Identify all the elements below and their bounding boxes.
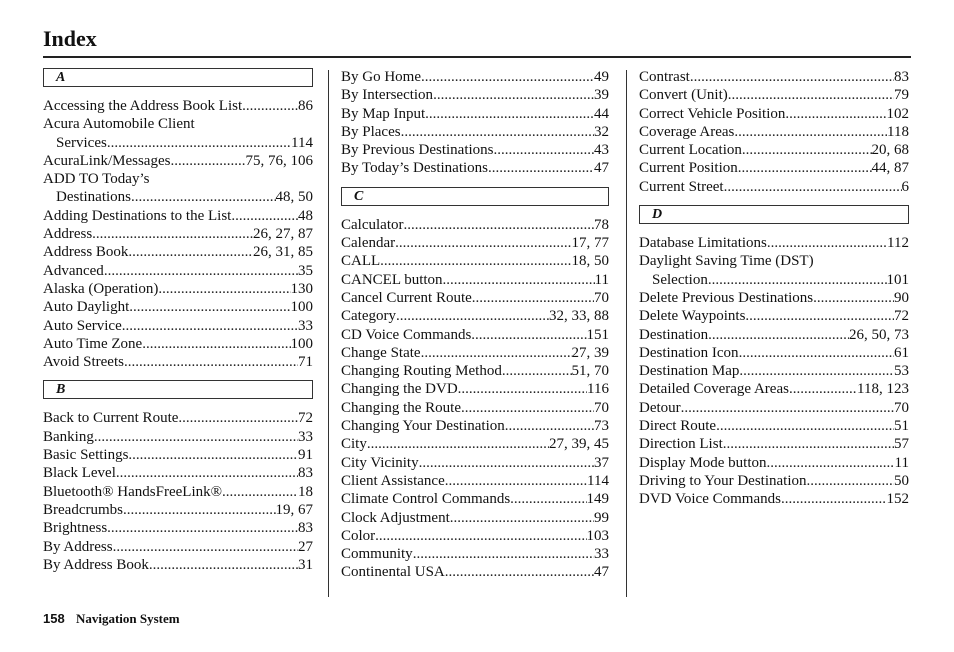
index-entry (43, 152, 313, 170)
section-letter-box: C (341, 187, 609, 206)
dot-leader (413, 545, 594, 563)
index-page-numbers: 112 (887, 235, 909, 252)
index-page-numbers: 48 (298, 207, 313, 224)
index-page-numbers: 79 (894, 87, 909, 104)
index-entry (639, 490, 909, 508)
index-entry (341, 123, 609, 141)
index-page-numbers: 49 (594, 69, 609, 85)
section-letter-box: D (639, 205, 909, 224)
index-entry (639, 472, 909, 490)
index-term: Destinations (56, 189, 131, 206)
dot-leader (242, 97, 298, 115)
dot-leader (395, 234, 571, 252)
index-entry (639, 141, 909, 159)
dot-leader (739, 362, 894, 380)
index-term: Continental USA (341, 564, 445, 581)
index-entry (639, 326, 909, 344)
dot-leader (131, 188, 276, 206)
index-term: Direction List (639, 436, 723, 453)
title-rule (43, 56, 911, 58)
index-page-numbers: 18 (298, 483, 313, 500)
index-term: Database Limitations (639, 235, 767, 252)
footer-section: Navigation System (75, 611, 180, 626)
index-page-numbers: 149 (586, 491, 609, 508)
column-divider (626, 70, 627, 597)
index-entry (341, 454, 609, 472)
dot-leader (421, 68, 594, 86)
dot-leader (113, 538, 298, 556)
dot-leader (505, 417, 594, 435)
dot-leader (403, 216, 594, 234)
index-term: Clock Adjustment (341, 509, 450, 526)
index-term: Avoid Streets (43, 354, 124, 371)
index-term: Selection (652, 271, 708, 288)
index-entry (341, 326, 609, 344)
index-page-numbers: 33 (298, 428, 313, 445)
index-term: Brightness (43, 520, 108, 537)
index-term: Changing Routing Method (341, 363, 502, 380)
index-page-numbers: 70 (594, 399, 609, 416)
index-entry (341, 234, 609, 252)
dot-leader (739, 344, 894, 362)
index-page-numbers: 78 (594, 216, 609, 233)
index-page-numbers: 50 (894, 472, 909, 489)
index-term: Coverage Areas (639, 123, 735, 140)
index-page-numbers: 151 (586, 326, 609, 343)
index-page-numbers: 61 (894, 344, 909, 361)
dot-leader (104, 262, 298, 280)
index-term: Driving to Your Destination (639, 472, 807, 489)
index-entry (639, 271, 909, 289)
dot-leader (450, 509, 594, 527)
index-term: By Address Book (43, 556, 149, 573)
dot-leader (510, 490, 586, 508)
dot-leader (401, 123, 594, 141)
index-page-numbers: 47 (594, 160, 609, 177)
index-term: Direct Route (639, 418, 717, 435)
dot-leader (129, 298, 290, 316)
index-term: Alaska (Operation) (43, 280, 159, 297)
index-entry (639, 159, 909, 177)
index-page-numbers: 51, 70 (571, 363, 609, 380)
index-page-numbers: 130 (290, 280, 313, 297)
dot-leader (502, 362, 572, 380)
index-entry (341, 545, 609, 563)
index-page-numbers: 44, 87 (871, 160, 909, 177)
index-page-numbers: 152 (886, 491, 909, 508)
section-letter-box: B (43, 380, 313, 399)
index-page-numbers: 90 (894, 289, 909, 306)
index-entry (43, 428, 313, 446)
index-term: Auto Time Zone (43, 335, 143, 352)
index-page-numbers: 39 (594, 87, 609, 104)
index-entry (43, 262, 313, 280)
dot-leader (421, 344, 572, 362)
index-term: Display Mode button (639, 454, 767, 471)
index-entry (43, 134, 313, 152)
index-entry (639, 178, 909, 196)
index-page-numbers: 72 (894, 308, 909, 325)
dot-leader (781, 490, 887, 508)
index-term: Calendar (341, 235, 396, 252)
dot-leader (445, 472, 587, 490)
dot-leader (472, 289, 594, 307)
index-entry (341, 380, 609, 398)
dot-leader (128, 243, 253, 261)
index-term: Bluetooth® HandsFreeLink® (43, 483, 223, 500)
index-page-numbers: 44 (594, 105, 609, 122)
index-entry (341, 472, 609, 490)
index-term: Address (43, 226, 93, 243)
index-page-numbers: 99 (594, 509, 609, 526)
index-page-numbers: 118, 123 (857, 381, 909, 398)
dot-leader (116, 464, 298, 482)
index-page-numbers: 37 (594, 454, 609, 471)
index-entry (341, 289, 609, 307)
index-entry-list (639, 234, 909, 508)
index-entry (341, 105, 609, 123)
dot-leader (742, 141, 872, 159)
index-entry (341, 490, 609, 508)
index-entry (341, 252, 609, 270)
index-entry (43, 188, 313, 206)
index-page-numbers: 86 (298, 98, 313, 114)
index-term: Changing Your Destination (341, 418, 505, 435)
index-term: Banking (43, 428, 94, 445)
index-entry (341, 307, 609, 325)
index-term: Correct Vehicle Position (639, 105, 786, 122)
index-term: AcuraLink/Messages (43, 152, 171, 169)
index-page-numbers: 83 (894, 69, 909, 85)
dot-leader (231, 207, 298, 225)
index-entry-list (341, 216, 609, 582)
index-page-numbers: 51 (894, 418, 909, 435)
index-term: Current Location (639, 142, 742, 159)
index-term: Detailed Coverage Areas (639, 381, 789, 398)
index-page-numbers: 114 (291, 134, 313, 151)
dot-leader (471, 326, 586, 344)
index-term: Detour (639, 399, 681, 416)
dot-leader (488, 159, 594, 177)
index-page-numbers: 47 (594, 564, 609, 581)
dot-leader (681, 399, 894, 417)
dot-leader (443, 271, 595, 289)
index-entry (639, 123, 909, 141)
index-page-numbers: 6 (901, 178, 909, 195)
index-entry (43, 556, 313, 574)
index-term: Back to Current Route (43, 410, 179, 427)
index-entry (43, 97, 313, 115)
dot-leader (716, 417, 894, 435)
index-entry (43, 207, 313, 225)
index-page-numbers: 102 (886, 105, 909, 122)
index-term: Climate Control Commands (341, 491, 511, 508)
index-term: Cancel Current Route (341, 289, 472, 306)
dot-leader (124, 353, 298, 371)
index-entry (341, 563, 609, 581)
dot-leader (396, 307, 549, 325)
section-letter-box: A (43, 68, 313, 87)
dot-leader (142, 335, 290, 353)
index-page-numbers: 20, 68 (871, 142, 909, 159)
index-term: Color (341, 527, 376, 544)
index-entry-heading: Daylight Saving Time (DST) (639, 253, 814, 270)
index-entry (43, 225, 313, 243)
index-page-numbers: 18, 50 (571, 253, 609, 270)
dot-leader (767, 454, 895, 472)
index-entry-list (43, 409, 313, 574)
index-entry (341, 159, 609, 177)
dot-leader (433, 86, 594, 104)
index-entry (639, 344, 909, 362)
index-entry (639, 435, 909, 453)
dot-leader (461, 399, 594, 417)
index-page-numbers: 26, 31, 85 (253, 244, 313, 261)
dot-leader (222, 483, 298, 501)
index-entry-list (639, 68, 909, 196)
dot-leader (494, 141, 595, 159)
index-page-numbers: 114 (587, 472, 609, 489)
index-page-numbers: 35 (298, 262, 313, 279)
index-entry (341, 399, 609, 417)
index-page-numbers: 31 (298, 556, 313, 573)
index-entry (43, 409, 313, 427)
index-term: DVD Voice Commands (639, 491, 781, 508)
index-term: By Previous Destinations (341, 142, 494, 159)
dot-leader (158, 280, 290, 298)
index-page-numbers: 26, 50, 73 (849, 326, 909, 343)
index-term: Current Position (639, 160, 738, 177)
index-page-numbers: 53 (894, 363, 909, 380)
index-term: CD Voice Commands (341, 326, 472, 343)
index-entry (639, 417, 909, 435)
index-term: Client Assistance (341, 472, 445, 489)
index-entry (639, 399, 909, 417)
index-term: Calculator (341, 216, 404, 233)
index-entry (43, 483, 313, 501)
dot-leader (122, 317, 298, 335)
index-page-numbers: 27 (298, 538, 313, 555)
index-entry-heading: Acura Automobile Client (43, 116, 195, 133)
index-entry (43, 335, 313, 353)
dot-leader (813, 289, 894, 307)
index-entry (639, 307, 909, 325)
dot-leader (785, 105, 886, 123)
index-page-numbers: 70 (894, 399, 909, 416)
index-entry (639, 289, 909, 307)
dot-leader (728, 86, 894, 104)
index-entry (43, 519, 313, 537)
dot-leader (458, 380, 587, 398)
index-column-1 (43, 68, 313, 574)
page-footer (43, 611, 180, 627)
index-page-numbers: 33 (298, 317, 313, 334)
index-term: By Places (341, 123, 401, 140)
index-term: Destination Map (639, 363, 740, 380)
dot-leader (419, 454, 594, 472)
index-page-numbers: 100 (290, 335, 313, 352)
index-entry (341, 216, 609, 234)
dot-leader (178, 409, 298, 427)
index-term: By Map Input (341, 105, 426, 122)
dot-leader (128, 446, 298, 464)
index-entry (43, 501, 313, 519)
index-page-numbers: 26, 27, 87 (253, 226, 313, 243)
dot-leader (708, 326, 849, 344)
dot-leader (738, 159, 872, 177)
index-entry (43, 446, 313, 464)
index-entry (341, 509, 609, 527)
index-page-numbers: 19, 67 (275, 501, 313, 518)
index-page-numbers: 70 (594, 289, 609, 306)
index-term: CALL (341, 253, 381, 270)
index-entry (43, 317, 313, 335)
index-entry (341, 344, 609, 362)
dot-leader (92, 225, 253, 243)
index-term: Changing the DVD (341, 381, 458, 398)
index-term: City (341, 436, 367, 453)
index-entry (341, 86, 609, 104)
index-entry-heading: ADD TO Today’s (43, 171, 150, 188)
index-entry (341, 417, 609, 435)
index-term: Auto Service (43, 317, 122, 334)
index-column-3 (639, 68, 909, 509)
index-page-numbers: 27, 39, 45 (549, 436, 609, 453)
index-entry (43, 243, 313, 261)
dot-leader (149, 556, 298, 574)
index-term: City Vicinity (341, 454, 419, 471)
index-term: By Today’s Destinations (341, 160, 489, 177)
index-page-numbers: 43 (594, 142, 609, 159)
index-term: Changing the Route (341, 399, 461, 416)
index-term: Services (56, 134, 107, 151)
index-column-2 (341, 68, 609, 582)
index-entry (43, 538, 313, 556)
index-page-numbers: 11 (594, 271, 609, 288)
index-term: Convert (Unit) (639, 87, 728, 104)
index-page-numbers: 83 (298, 465, 313, 482)
index-entry (639, 380, 909, 398)
index-page-numbers: 71 (298, 354, 313, 371)
index-page-numbers: 103 (586, 527, 609, 544)
index-page-numbers: 83 (298, 520, 313, 537)
dot-leader (445, 563, 594, 581)
index-entry (639, 68, 909, 86)
dot-leader (708, 271, 887, 289)
index-term: Delete Waypoints (639, 308, 746, 325)
index-entry (341, 271, 609, 289)
index-page-numbers: 116 (587, 381, 609, 398)
index-entry (639, 234, 909, 252)
index-entry (341, 435, 609, 453)
index-term: Destination Icon (639, 344, 739, 361)
index-page-numbers: 73 (594, 418, 609, 435)
index-term: Current Street (639, 178, 724, 195)
index-page-numbers: 17, 77 (571, 235, 609, 252)
index-entry (43, 280, 313, 298)
index-page-numbers: 48, 50 (275, 189, 313, 206)
index-term: By Go Home (341, 69, 421, 85)
index-entry (341, 527, 609, 545)
index-term: Basic Settings (43, 447, 129, 464)
dot-leader (690, 68, 894, 86)
index-term: Auto Daylight (43, 299, 130, 316)
index-page-numbers: 32, 33, 88 (549, 308, 609, 325)
index-page-numbers: 118 (887, 123, 909, 140)
index-entry (341, 362, 609, 380)
dot-leader (107, 519, 298, 537)
column-divider (328, 70, 329, 597)
index-term: By Intersection (341, 87, 434, 104)
dot-leader (170, 152, 245, 170)
index-page-numbers: 91 (298, 447, 313, 464)
dot-leader (745, 307, 894, 325)
index-term: Address Book (43, 244, 129, 261)
index-term: Contrast (639, 69, 690, 85)
index-term: Destination (639, 326, 709, 343)
index-page-numbers: 100 (290, 299, 313, 316)
dot-leader (367, 435, 549, 453)
index-entry (341, 68, 609, 86)
dot-leader (723, 435, 894, 453)
index-entry (639, 105, 909, 123)
dot-leader (94, 428, 298, 446)
index-page-numbers: 72 (298, 410, 313, 427)
dot-leader (724, 178, 902, 196)
dot-leader (380, 252, 571, 270)
page-number: 158 (43, 611, 65, 626)
index-entry (639, 86, 909, 104)
dot-leader (123, 501, 276, 519)
index-entry (639, 362, 909, 380)
index-term: Advanced (43, 262, 104, 279)
dot-leader (789, 380, 857, 398)
dot-leader (425, 105, 594, 123)
dot-leader (107, 134, 291, 152)
page-title: Index (43, 26, 97, 51)
index-term: Adding Destinations to the List (43, 207, 232, 224)
index-term: Community (341, 546, 413, 563)
index-entry (639, 454, 909, 472)
index-page-numbers: 11 (894, 454, 909, 471)
index-term: Breadcrumbs (43, 501, 123, 518)
index-term: CANCEL button (341, 271, 443, 288)
index-term: By Address (43, 538, 113, 555)
index-entry-list (43, 97, 313, 371)
dot-leader (807, 472, 894, 490)
index-page-numbers: 33 (594, 546, 609, 563)
index-page-numbers: 75, 76, 106 (245, 152, 313, 169)
index-term: Change State (341, 344, 421, 361)
index-entry (341, 141, 609, 159)
dot-leader (767, 234, 887, 252)
index-entry-list (341, 68, 609, 178)
index-term: Accessing the Address Book List (43, 98, 243, 114)
index-entry (43, 464, 313, 482)
index-term: Category (341, 308, 396, 325)
index-entry (43, 353, 313, 371)
index-page-numbers: 101 (886, 271, 909, 288)
index-page-numbers: 57 (894, 436, 909, 453)
index-entry (43, 298, 313, 316)
index-term: Delete Previous Destinations (639, 289, 814, 306)
index-page-numbers: 27, 39 (571, 344, 609, 361)
dot-leader (375, 527, 586, 545)
index-page-numbers: 32 (594, 123, 609, 140)
dot-leader (734, 123, 887, 141)
index-term: Black Level (43, 465, 116, 482)
